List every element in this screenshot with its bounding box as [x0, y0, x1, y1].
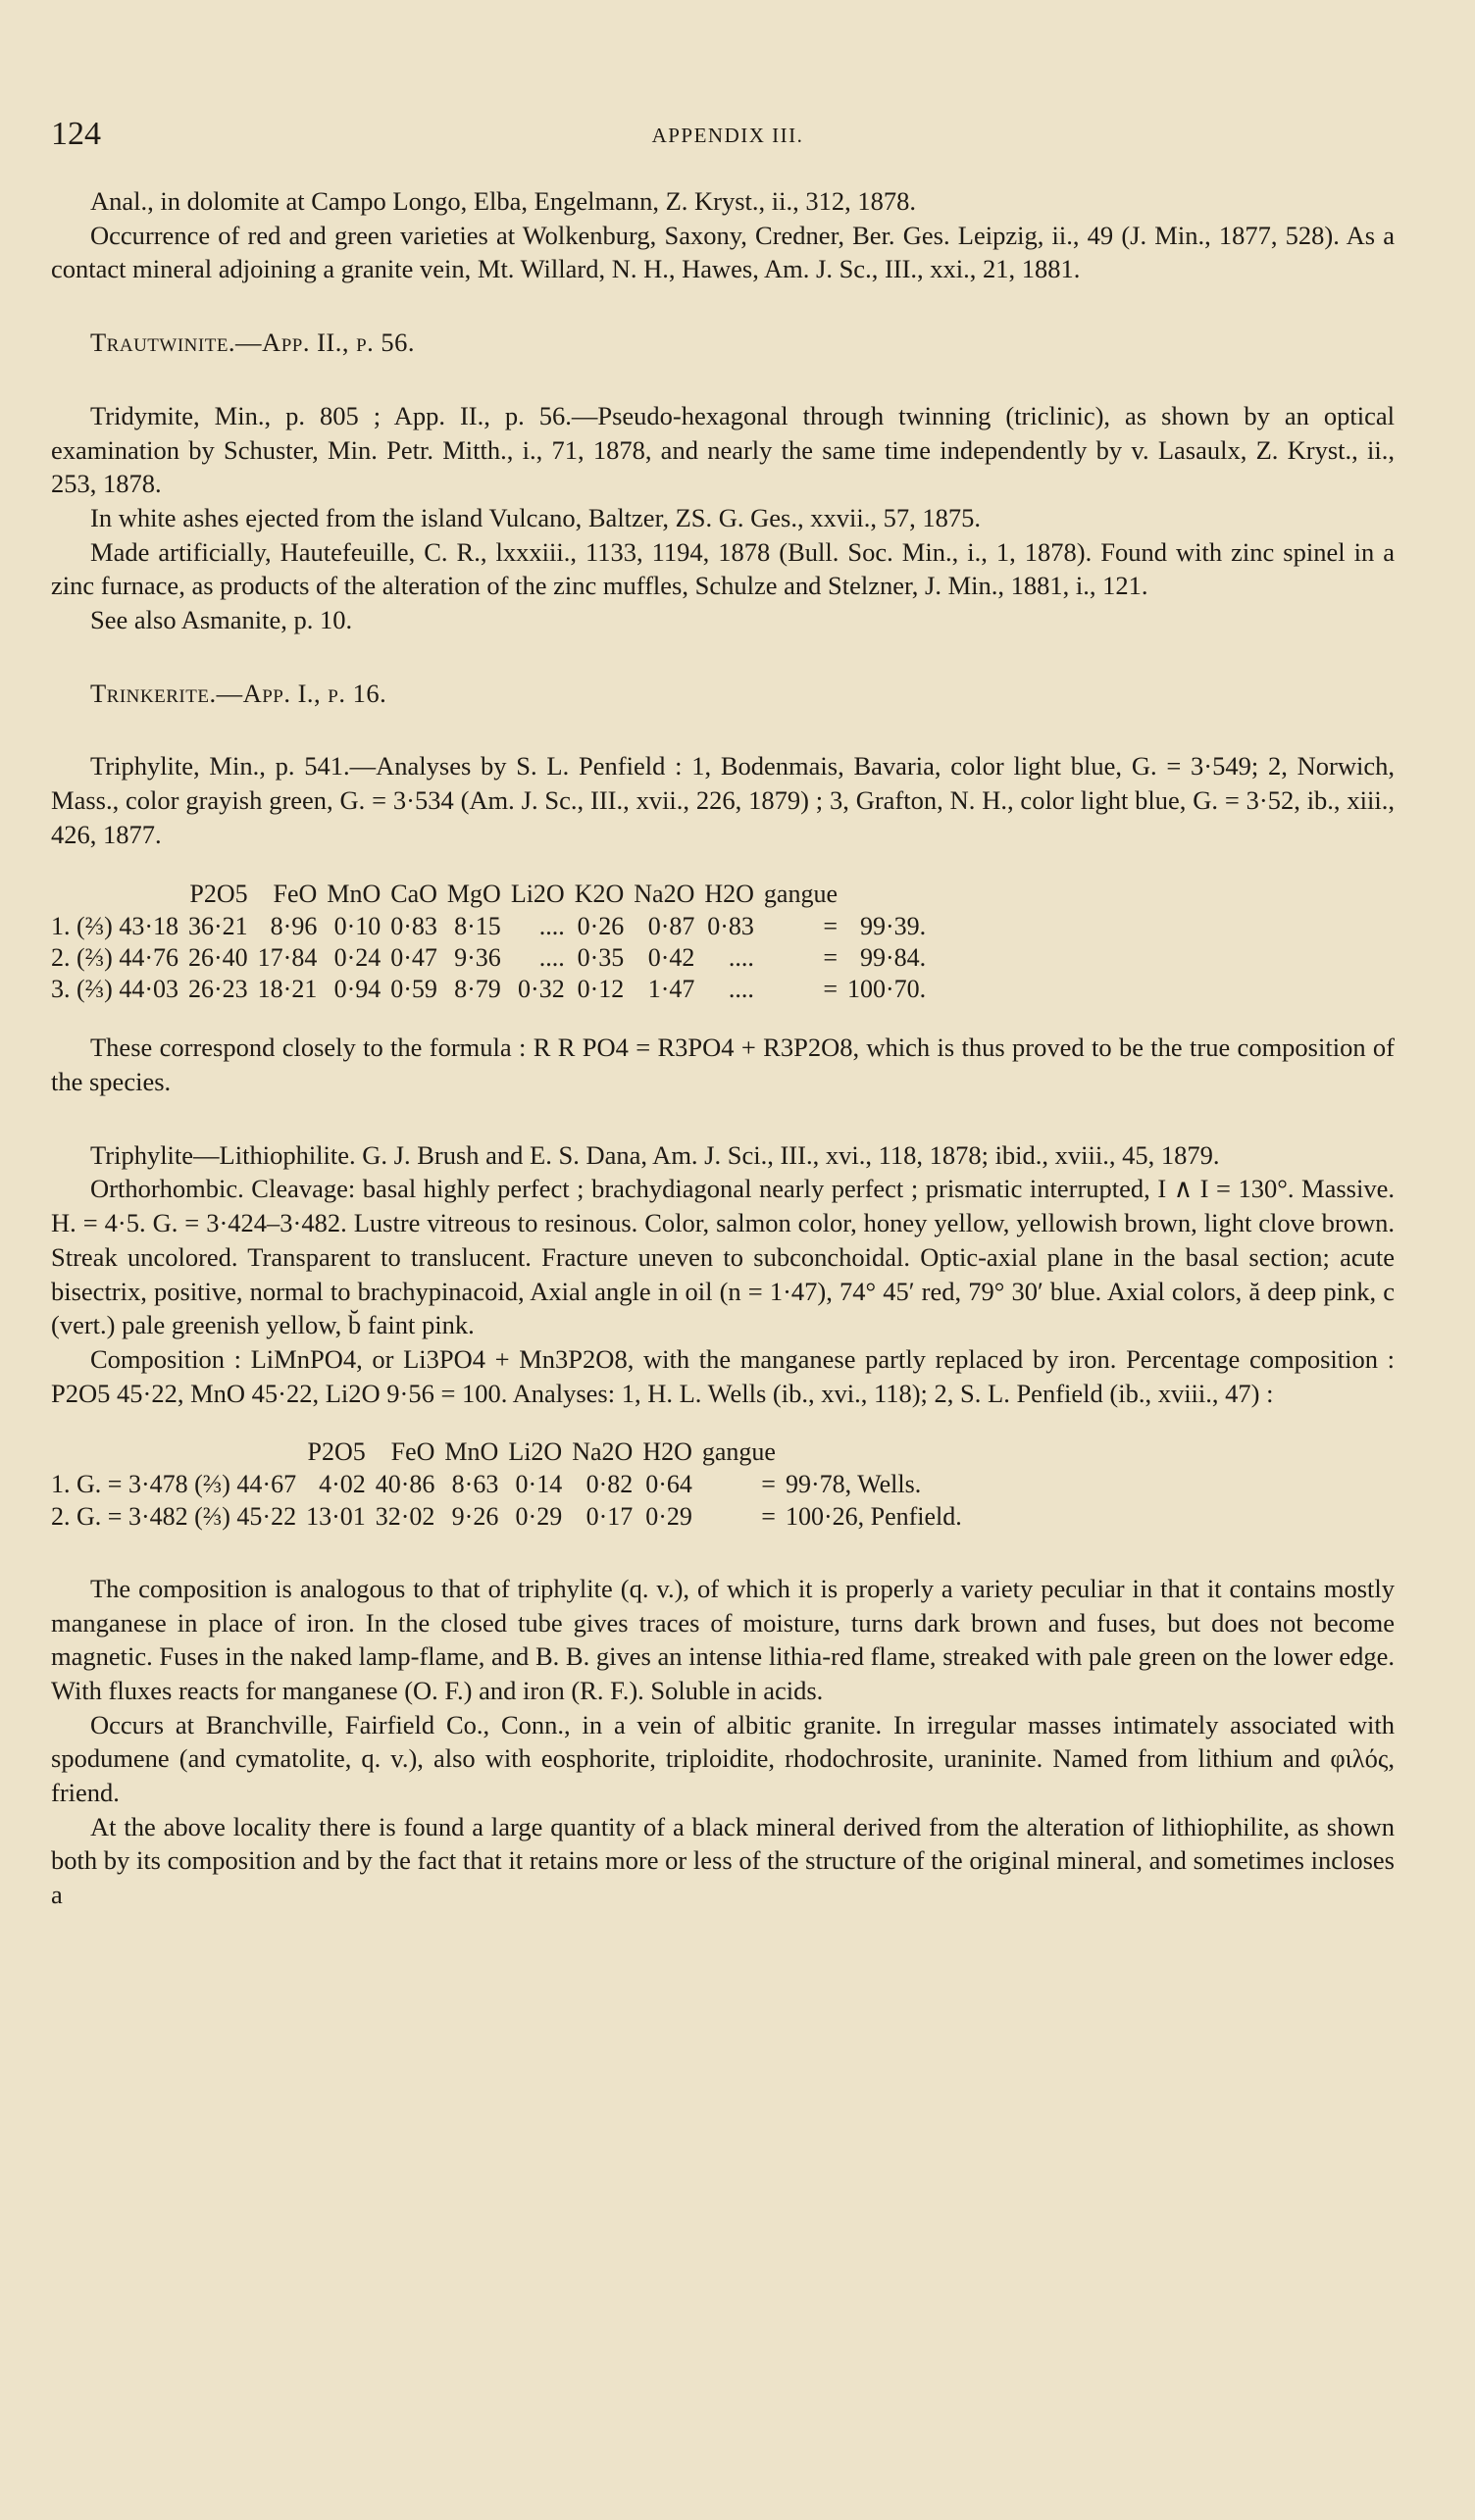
triphylite-analyses-table: [51, 878, 936, 1006]
table-cell: 8·63: [451, 1470, 499, 1499]
table-cell: 9·26: [451, 1501, 499, 1531]
table-header-row: [51, 1436, 972, 1469]
entry-trinkerite: Trinkerite.—App. I., p. 16.: [90, 678, 387, 708]
table-header-cell: CaO: [390, 879, 437, 908]
table-cell: 0·26: [577, 911, 625, 940]
table-header-cell: H2O: [704, 879, 754, 908]
table-cell: =: [823, 975, 839, 1004]
table-cell: 8·15: [454, 911, 501, 940]
lithiophilite-composition: Composition : LiMnPO4, or Li3PO4 + Mn3P2O8, with the manganese partly replaced by iron. Percentage composition : P2O5 45·22, MnO 45·22, Li2O 9·56 = 100. Analyses: 1, H. L. Wells (ib., xvi., 118); 2, S. L. Penfield (ib., xviii., 47) :: [51, 1343, 1395, 1408]
lithiophilite-analyses-table: [51, 1436, 972, 1533]
table-row: [51, 974, 936, 1005]
table-cell: 0·87: [647, 911, 695, 940]
table-cell: 0·14: [515, 1470, 563, 1499]
table-header-cell: MnO: [444, 1437, 499, 1467]
table-header-cell: P2O5: [307, 1437, 366, 1467]
table-cell: ....: [538, 942, 565, 972]
table-row: [51, 942, 936, 974]
table-cell: ....: [538, 911, 565, 940]
page-body: [51, 184, 1395, 1912]
table-cell: 1. G. = 3·478 (⅔) 44·67: [51, 1470, 297, 1499]
table-cell: 9·36: [454, 942, 501, 972]
table-cell: 26·40: [187, 942, 248, 972]
table-cell: 0·64: [645, 1470, 692, 1499]
entry-lithiophilite: Triphylite—Lithiophilite. G. J. Brush and E. S. Dana, Am. J. Sci., III., xvi., 118, 1878; ibid., xviii., 45, 1879.: [90, 1139, 1220, 1170]
table-header-row: [51, 878, 936, 911]
table-cell: 4·02: [319, 1470, 366, 1499]
table-cell: 8·79: [454, 975, 501, 1004]
entry-trautwinite: Trautwinite.—App. II., p. 56.: [90, 328, 416, 358]
table-cell: 0·47: [390, 942, 437, 972]
table-cell: 99·39.: [860, 911, 927, 940]
table-cell: =: [823, 911, 839, 940]
table-header-cell: P2O5: [189, 879, 248, 908]
tridymite-vulcano: In white ashes ejected from the island Vulcano, Baltzer, ZS. G. Ges., xxvii., 57, 1875.: [90, 502, 981, 532]
table-header-cell: K2O: [574, 879, 625, 908]
table-cell: 99·78, Wells.: [785, 1470, 922, 1499]
table-cell: =: [761, 1470, 776, 1499]
table-cell: 0·24: [333, 942, 381, 972]
page-header: [51, 116, 1404, 155]
table-cell: 0·59: [390, 975, 437, 1004]
entry-triphylite: Triphylite, Min., p. 541.—Analyses by S. L. Penfield : 1, Bodenmais, Bavaria, color light blue, G. = 3·549; 2, Norwich, Mass., color grayish green, G. = 3·534 (Am. J. Sc., III., xvii., 226, 1879) ; 3, Grafton, N. H., color light blue, G. = 3·52, ib., xiii., 426, 1877.: [51, 751, 1395, 849]
table-cell: 8·96: [270, 911, 318, 940]
table-cell: 0·32: [518, 975, 565, 1004]
table-cell: 36·21: [187, 911, 248, 940]
tridymite-see-also: See also Asmanite, p. 10.: [90, 605, 353, 635]
table-cell: 1·47: [647, 975, 695, 1004]
lithiophilite-occurrence: Occurs at Branchville, Fairfield Co., Conn., in a vein of albitic granite. In irregular masses intimately associated with spodumene (and cymatolite, q. v.), also with eosphorite, triploidite, rhodochrosite, uraninite. Named from lithium and φιλός, friend.: [51, 1709, 1395, 1808]
triphylite-formula-note: These correspond closely to the formula : R R PO4 = R3PO4 + R3P2O8, which is thus proved to be the true composition of the species.: [51, 1033, 1395, 1096]
table-header-cell: gangue: [763, 879, 839, 908]
table-header-cell: [51, 878, 188, 911]
table-cell: 99·84.: [860, 942, 927, 972]
table-cell: 17·84: [257, 942, 318, 972]
table-cell: ....: [728, 942, 754, 972]
table-cell: 1. (⅔) 43·18: [51, 911, 178, 940]
page-number: 124: [51, 116, 101, 152]
table-header-cell: Na2O: [634, 879, 695, 908]
table-cell: ....: [728, 975, 754, 1004]
table-cell: 100·26, Penfield.: [785, 1501, 962, 1531]
table-cell: 2. G. = 3·482 (⅔) 45·22: [51, 1501, 297, 1531]
table-header-cell: Na2O: [572, 1437, 634, 1467]
table-cell: 0·29: [645, 1501, 692, 1531]
entry-tridymite: Tridymite, Min., p. 805 ; App. II., p. 56.—Pseudo-hexagonal through twinning (triclinic), as shown by an optical examination by Schuster, Min. Petr. Mitth., i., 71, 1878, and nearly the same time independently by v. Lasaulx, Z. Kryst., ii., 253, 1878.: [51, 400, 1395, 499]
table-header-cell: FeO: [273, 879, 318, 908]
table-cell: 0·94: [333, 975, 381, 1004]
table-cell: 32·02: [375, 1501, 435, 1531]
table-header-cell: H2O: [642, 1437, 692, 1467]
table-cell: 3. (⅔) 44·03: [51, 975, 178, 1004]
table-cell: 0·29: [515, 1501, 563, 1531]
table-cell: 0·82: [585, 1470, 634, 1499]
table-header-cell: Li2O: [508, 1437, 563, 1467]
table-row: [51, 911, 936, 942]
lithiophilite-alteration: At the above locality there is found a large quantity of a black mineral derived from the alteration of lithiophilite, as shown both by its composition and by the fact that it retains more or less of the structure of the original mineral, and sometimes incloses a: [51, 1811, 1395, 1910]
paragraph-occurrence: Occurrence of red and green varieties at Wolkenburg, Saxony, Credner, Ber. Ges. Leipzig, ii., 49 (J. Min., 1877, 528). As a contact mineral adjoining a granite vein, Mt. Willard, N. H., Hawes, Am. J. Sc., III., xxi., 21, 1881.: [51, 220, 1395, 284]
table-cell: 0·35: [577, 942, 625, 972]
table-header-cell: MnO: [327, 879, 381, 908]
table-header-cell: Li2O: [510, 879, 565, 908]
table-cell: 13·01: [306, 1501, 366, 1531]
table-cell: 0·83: [707, 911, 754, 940]
paragraph-analysis-elba: Anal., in dolomite at Campo Longo, Elba, Engelmann, Z. Kryst., ii., 312, 1878.: [90, 186, 916, 216]
lithiophilite-description: Orthorhombic. Cleavage: basal highly perfect ; brachydiagonal nearly perfect ; prismatic interrupted, I ∧ I = 130°. Massive. H. = 4·5. G. = 3·424–3·482. Lustre vitreous to resinous. Color, salmon color, honey yellow, yellowish brown, light clove brown. Streak uncolored. Transparent to translucent. Fracture uneven to subconchoidal. Optic-axial plane in the basal section; acute bisectrix, positive, normal to brachypinacoid, Axial angle in oil (n = 1·47), 74° 45′ red, 79° 30′ blue. Axial colors, ă deep pink, c (vert.) pale greenish yellow, b̆ faint pink.: [51, 1174, 1395, 1340]
running-head: APPENDIX III.: [651, 124, 804, 147]
lithiophilite-analogy: The composition is analogous to that of triphylite (q. v.), of which it is properly a variety peculiar in that it contains mostly manganese in place of iron. In the closed tube gives traces of moisture, turns dark brown and fuses, but does not become magnetic. Fuses in the naked lamp-flame, and B. B. gives an intense lithia-red flame, streaked with pale green on the lower edge. With fluxes reacts for manganese (O. F.) and iron (R. F.). Soluble in acids.: [51, 1573, 1395, 1705]
table-cell: 2. (⅔) 44·76: [51, 942, 178, 972]
table-cell: 26·23: [187, 975, 248, 1004]
table-row: [51, 1501, 972, 1533]
table-header-cell: MgO: [446, 879, 501, 908]
table-cell: 0·42: [647, 942, 695, 972]
table-cell: 0·83: [390, 911, 437, 940]
table-header-cell: [51, 1436, 306, 1469]
table-cell: =: [823, 942, 839, 972]
table-cell: 0·17: [585, 1501, 634, 1531]
table-cell: 100·70.: [847, 975, 927, 1004]
table-cell: 18·21: [257, 975, 318, 1004]
tridymite-artificial: Made artificially, Hautefeuille, C. R., lxxxiii., 1133, 1194, 1878 (Bull. Soc. Min., i., 1, 1878). Found with zinc spinel in a zinc furnace, as products of the alteration of the zinc muffles, Schulze and Stelzner, J. Min., 1881, i., 121.: [51, 536, 1395, 601]
table-cell: 0·12: [577, 975, 625, 1004]
table-header-cell: FeO: [390, 1437, 435, 1467]
table-cell: =: [761, 1501, 776, 1531]
table-header-cell: gangue: [701, 1437, 776, 1467]
table-cell: 40·86: [375, 1470, 435, 1499]
table-row: [51, 1469, 972, 1500]
table-cell: 0·10: [333, 911, 381, 940]
